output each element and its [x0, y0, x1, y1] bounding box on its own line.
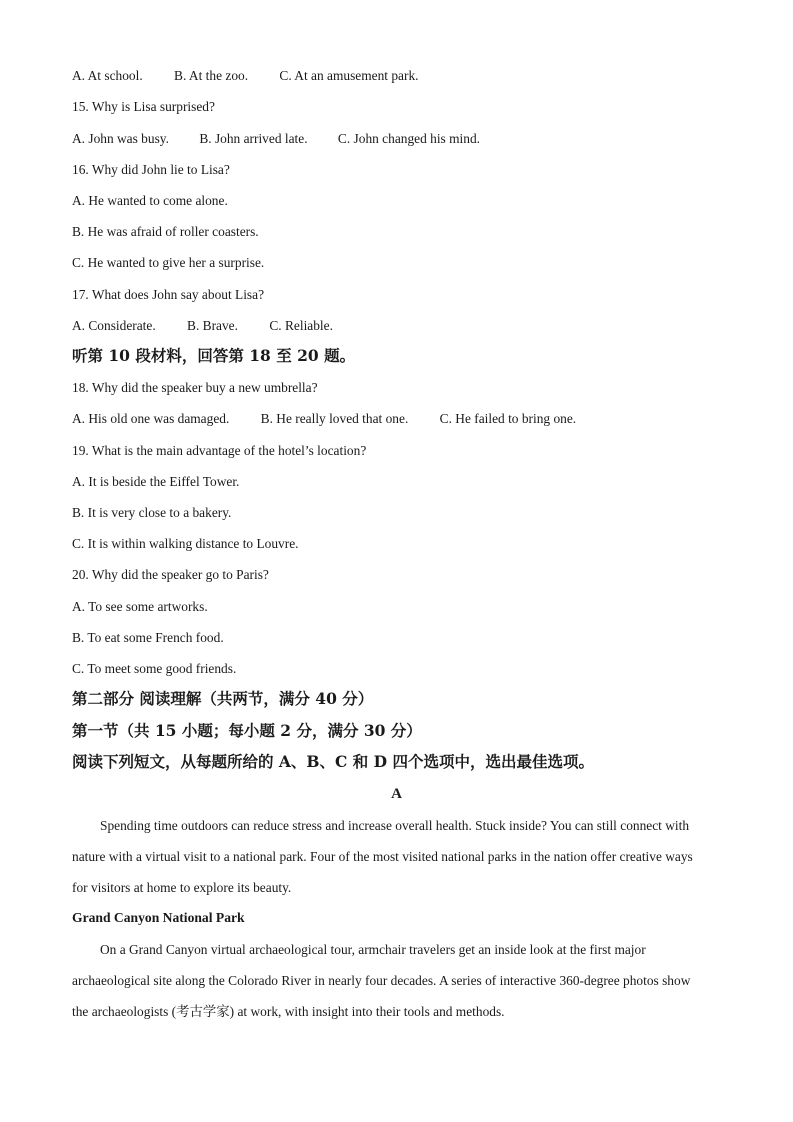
q16-option-c: C. He wanted to give her a surprise.: [72, 255, 265, 270]
option-c: C. Reliable.: [269, 318, 333, 333]
q19-question: 19. What is the main advantage of the hotel’s location?: [72, 443, 367, 458]
option-c: C. At an amusement park.: [279, 68, 419, 83]
option-a: A. Considerate.: [72, 318, 156, 333]
option-c: C. John changed his mind.: [337, 131, 480, 146]
section1-heading: 第一节（共 15 小题；每小题 2 分，满分 30 分）: [72, 721, 422, 740]
option-b: B. Brave.: [187, 318, 238, 333]
q19-option-b: B. It is very close to a bakery.: [72, 505, 232, 520]
para1-line-2: nature with a virtual visit to a national park. Four of the most visited national parks in the nation offer creative ways: [72, 849, 693, 864]
para2-line-1: On a Grand Canyon virtual archaeological tour, armchair travelers get an inside look at the first major: [100, 942, 646, 957]
option-a: A. His old one was damaged.: [72, 411, 230, 426]
q17-question: 17. What does John say about Lisa?: [72, 287, 265, 302]
option-b: B. John arrived late.: [199, 131, 308, 146]
part2-heading: 第二部分 阅读理解（共两节，满分 40 分）: [72, 689, 374, 708]
q20-option-b: B. To eat some French food.: [72, 630, 224, 645]
para1-line-1: Spending time outdoors can reduce stress and increase overall health. Stuck inside? You can still connect with: [100, 818, 690, 833]
option-a: A. At school.: [72, 68, 143, 83]
para2-line-2: archaeological site along the Colorado River in nearly four decades. A series of interactive 360-degree photos show: [72, 973, 691, 988]
park1-title: Grand Canyon National Park: [72, 910, 245, 925]
option-c: C. He failed to bring one.: [439, 411, 577, 426]
option-a: A. John was busy.: [72, 131, 169, 146]
q19-option-a: A. It is beside the Eiffel Tower.: [72, 474, 240, 489]
passage-letter: A: [391, 786, 402, 802]
q16-option-b: B. He was afraid of roller coasters.: [72, 224, 259, 239]
q19-option-c: C. It is within walking distance to Louvre.: [72, 536, 299, 551]
q20-option-a: A. To see some artworks.: [72, 599, 208, 614]
q18-options: [72, 410, 576, 428]
q16-question: 16. Why did John lie to Lisa?: [72, 162, 230, 177]
q16-option-a: A. He wanted to come alone.: [72, 193, 228, 208]
para2-line-3: the archaeologists (考古学家) at work, with insight into their tools and methods.: [72, 1004, 505, 1019]
q15-options: [72, 130, 480, 148]
option-b: B. At the zoo.: [174, 68, 249, 83]
option-b: B. He really loved that one.: [260, 411, 409, 426]
q15-question: 15. Why is Lisa surprised?: [72, 99, 215, 114]
q17-options: [72, 317, 333, 335]
instruction-text: 阅读下列短文，从每题所给的 A、B、C 和 D 四个选项中，选出最佳选项。: [72, 752, 594, 771]
section10-heading: 听第 10 段材料，回答第 18 至 20 题。: [72, 346, 356, 365]
q14-options: [72, 67, 419, 85]
para1-line-3: for visitors at home to explore its beauty.: [72, 880, 292, 895]
q20-question: 20. Why did the speaker go to Paris?: [72, 567, 269, 582]
q20-option-c: C. To meet some good friends.: [72, 661, 237, 676]
q18-question: 18. Why did the speaker buy a new umbrella?: [72, 380, 318, 395]
